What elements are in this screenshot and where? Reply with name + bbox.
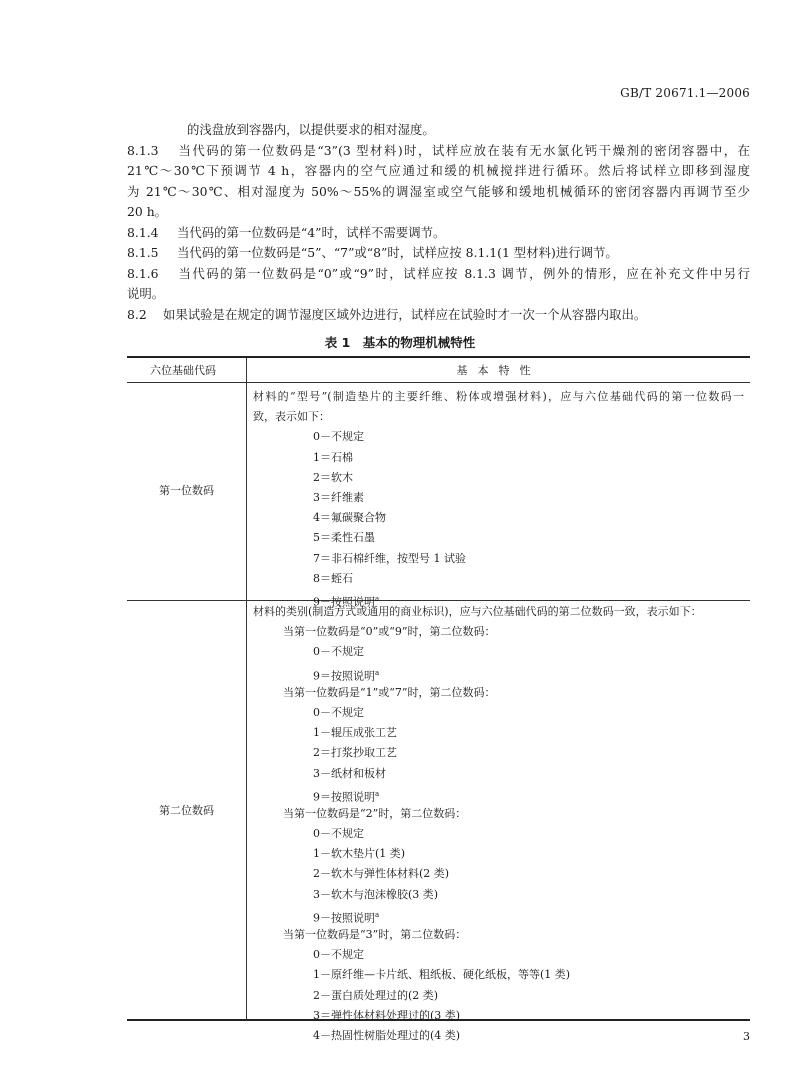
- list-item: 0－不规定: [313, 705, 364, 719]
- footnote-marker: a: [375, 910, 380, 919]
- group-heading: 当第一位数码是“1”或“7”时，第二位数码：: [283, 685, 496, 699]
- row-label-second-digit: 第二位数码: [159, 804, 214, 817]
- second-digit-cell: [253, 602, 744, 1046]
- list-item: 8＝蛭石: [313, 571, 353, 585]
- list-item: 9＝按照说明$^a$: [313, 668, 380, 683]
- paragraph-line: 为 21℃～30℃、相对湿度为 50%～55%的调湿室或空气能够和缓地机械循环的密闭容器内再调节至少: [127, 183, 750, 199]
- list-item: 0－不规定: [313, 827, 364, 841]
- list-item: 3＝弹性体材料处理过的(3 类): [313, 1008, 461, 1022]
- paragraph-line: 8.1.4 当代码的第一位数码是“4”时，试样不需要调节。: [127, 223, 750, 244]
- first-digit-cell: [253, 387, 744, 609]
- cell-line: 材料的类别(制造方式或通用的商业标识)，应与六位基础代码的第二位数码一致，表示如下：: [253, 605, 702, 618]
- column-header-properties: 基本特性: [456, 364, 541, 377]
- list-item: 0－不规定: [313, 645, 364, 659]
- clause-number: 8.1.4: [127, 224, 159, 240]
- list-item: 2－蛋白质处理过的(2 类): [313, 988, 439, 1002]
- footnote-marker: a: [375, 789, 380, 798]
- list-item: 0－不规定: [313, 948, 364, 962]
- list-item: 3－纸材和板材: [313, 766, 386, 780]
- paragraph-line: 的浅盘放到容器内，以提供要求的相对湿度。: [187, 122, 435, 137]
- table-header: [127, 358, 750, 383]
- list-item: 2－软木与弹性体材料(2 类): [313, 867, 450, 881]
- clause-number: 8.1.5: [127, 245, 159, 260]
- list-item: 3＝纤维素: [313, 490, 364, 504]
- list-item: 4－热固性树脂处理过的(4 类): [313, 1028, 461, 1042]
- list-item: 4＝氟碳聚合物: [313, 511, 386, 525]
- group-heading: 当第一位数码是“3”时，第二位数码：: [283, 928, 467, 941]
- list-item: 0－不规定: [313, 430, 364, 444]
- list-item: 9－按照说明$^a$: [313, 910, 380, 925]
- footnote-marker: a: [375, 594, 380, 603]
- group-heading: 当第一位数码是“2”时，第二位数码：: [283, 806, 467, 820]
- cell-line: 致，表示如下：: [253, 410, 330, 424]
- body-text: [127, 120, 750, 325]
- list-item: 1＝石棉: [313, 450, 353, 464]
- paragraph-line: 21℃～30℃下预调节 4 h，容器内的空气应通过和缓的机械搅拌进行循环。然后将试样立即移到湿度: [127, 163, 750, 178]
- footnote-marker: a: [375, 668, 380, 677]
- clause-number: 8.1.3: [127, 142, 159, 158]
- paragraph-line: 8.1.3 当代码的第一位数码是“3”(3 型材料)时，试样应放在装有无水氯化钙干燥剂的密闭容器中，在: [127, 141, 750, 162]
- list-item: 7＝非石棉纤维，按型号 1 试验: [313, 551, 466, 565]
- paragraph-line: 说明。: [127, 286, 165, 301]
- paragraph-line: 8.1.5 当代码的第一位数码是“5”、“7”或“8”时，试样应按 8.1.1(1 型材料)进行调节。: [127, 243, 750, 264]
- column-divider: [246, 358, 247, 1019]
- list-item: 1－原纤维—卡片纸、粗纸板、硬化纸板，等等(1 类): [313, 968, 571, 982]
- table-title: 表 1 基本的物理机械特性: [324, 335, 476, 350]
- column-header-code: 六位基础代码: [150, 364, 216, 377]
- paragraph-line: 20 h。: [127, 204, 168, 219]
- list-item: 3－软木与泡沫橡胶(3 类): [313, 887, 439, 901]
- page-number: 3: [743, 1030, 750, 1043]
- list-item: 1－软木垫片(1 类): [313, 847, 406, 861]
- standard-code: GB/T 20671.1—2006: [620, 86, 750, 100]
- paragraph-line: 8.2 如果试验是在规定的调节湿度区域外边进行，试样应在试验时才一次一个从容器内取出。: [127, 305, 750, 326]
- clause-number: 8.2: [127, 306, 147, 322]
- list-item: 2＝打浆抄取工艺: [313, 746, 397, 760]
- list-item: 2＝软木: [313, 470, 353, 484]
- list-item: 9＝按照说明$^a$: [313, 789, 380, 804]
- row-label-first-digit: 第一位数码: [159, 484, 214, 497]
- list-item: 5＝柔性石墨: [313, 531, 375, 545]
- list-item: 9－按照说明$^a$: [313, 594, 380, 609]
- group-heading: 当第一位数码是“0”或“9”时，第二位数码：: [283, 625, 496, 639]
- clause-number: 8.1.6: [127, 265, 159, 281]
- properties-table: [127, 356, 750, 1042]
- paragraph-line: 8.1.6 当代码的第一位数码是“0”或“9”时，试样应按 8.1.3 调节，例外的情形，应在补充文件中另行: [127, 264, 750, 285]
- cell-line: 材料的“型号”(制造垫片的主要纤维、粉体或增强材料)，应与六位基础代码的第一位数码一: [253, 390, 744, 403]
- list-item: 1－辊压成张工艺: [313, 726, 397, 740]
